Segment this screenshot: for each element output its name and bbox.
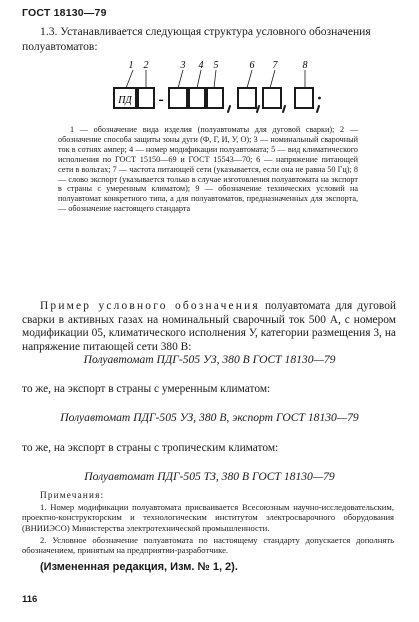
note-2: 2. Условное обозначение полуавтомата по настоящему стандарту допускается дополнять обозначением, принятым на предприятии-разработчике. (22, 535, 394, 556)
section-1-3-paragraph: 1.3. Устанавливается следующая структура условного обозначения полуавтоматов: (22, 25, 371, 53)
example-body: полуавтомата для дуговой сварки в активных газах на номинальный сварочный ток 500 А, с номером модификации 05, климатического исполнения У, категории размещения 3, на напряжение питающей сети 380 В: (22, 300, 396, 353)
designation-tropical-export: Полуавтомат ПДГ-505 ТЗ, 380 В ГОСТ 18130—79 (84, 470, 335, 483)
position-number: 8 (302, 60, 308, 71)
field-box-2 (138, 88, 154, 108)
caption-temperate-export: то же, на экспорт в страны с умеренным климатом: (22, 383, 271, 395)
position-number: 1 (128, 60, 134, 71)
standard-header: ГОСТ 18130—79 (22, 7, 107, 19)
designation-domestic: Полуавтомат ПДГ-505 УЗ, 380 В ГОСТ 18130—79 (83, 353, 336, 366)
amendment-note: (Измененная редакция, Изм. № 1, 2). (40, 561, 238, 573)
page-number: 116 (22, 594, 38, 605)
position-number: 7 (272, 60, 278, 71)
field-box-7 (263, 88, 281, 108)
caption-tropical-export: то же, на экспорт в страны с тропическим климатом: (22, 442, 279, 454)
designation-temperate-export: Полуавтомат ПДГ-505 УЗ, 380 В, экспорт ГОСТ 18130—79 (60, 411, 359, 424)
position-number: 4 (198, 60, 204, 71)
field-box-3 (169, 88, 187, 108)
comma-mark (283, 106, 285, 112)
position-number: 3 (180, 60, 186, 71)
field-box-6 (238, 88, 256, 108)
notes-title: Примечания: (40, 490, 105, 500)
note-1: 1. Номер модификации полуавтомата присваивается Всесоюзным научно-исследовательским, проектно-конструкторским и технологическим институтом электросварочного оборудования (ВНИИЭСО) Министерства электротехнической промышленности. (22, 502, 394, 533)
diagram-legend: 1 — обозначение вида изделия (полуавтоматы для дуговой сварки); 2 — обозначение способа защиты зоны дуги (Ф, Г, И, У, О); 3 — номинальный сварочный ток в сотнях ампер; 4 — номер модификации полуавтомата; 5 — вид климатического исполнения по ГОСТ 15150—69 и ГОСТ 15543—70; 6 — напряжение питающей сети в вольтах; 7 — частота питающей сети (указывается, если она не равна 50 Гц); 8 — слово экспорт (указывается только в случае изготовления полуавтомата на экспорт в страны с умеренным климатом); 9 — обозначение технических условий на полуавтомат конкретного типа, а для полуавтоматов, предназначенных для экспорта, — обозначение настоящего стандарта (58, 125, 358, 214)
field-box-4 (189, 88, 205, 108)
position-number: 5 (213, 60, 219, 71)
field-box-8 (295, 88, 313, 108)
field-box-5 (207, 88, 223, 108)
example-lead: Пример условного обозначения (40, 300, 260, 312)
example-paragraph (22, 300, 396, 354)
prefix-label: ПД (118, 95, 132, 106)
semicolon-mark (317, 106, 319, 112)
position-number: 2 (143, 60, 149, 71)
comma-mark (228, 106, 230, 112)
dash-separator: - (158, 91, 164, 108)
semicolon-dot (318, 97, 321, 100)
designation-structure-diagram (102, 58, 342, 124)
comma-mark (257, 106, 259, 112)
position-number: 6 (249, 60, 255, 71)
